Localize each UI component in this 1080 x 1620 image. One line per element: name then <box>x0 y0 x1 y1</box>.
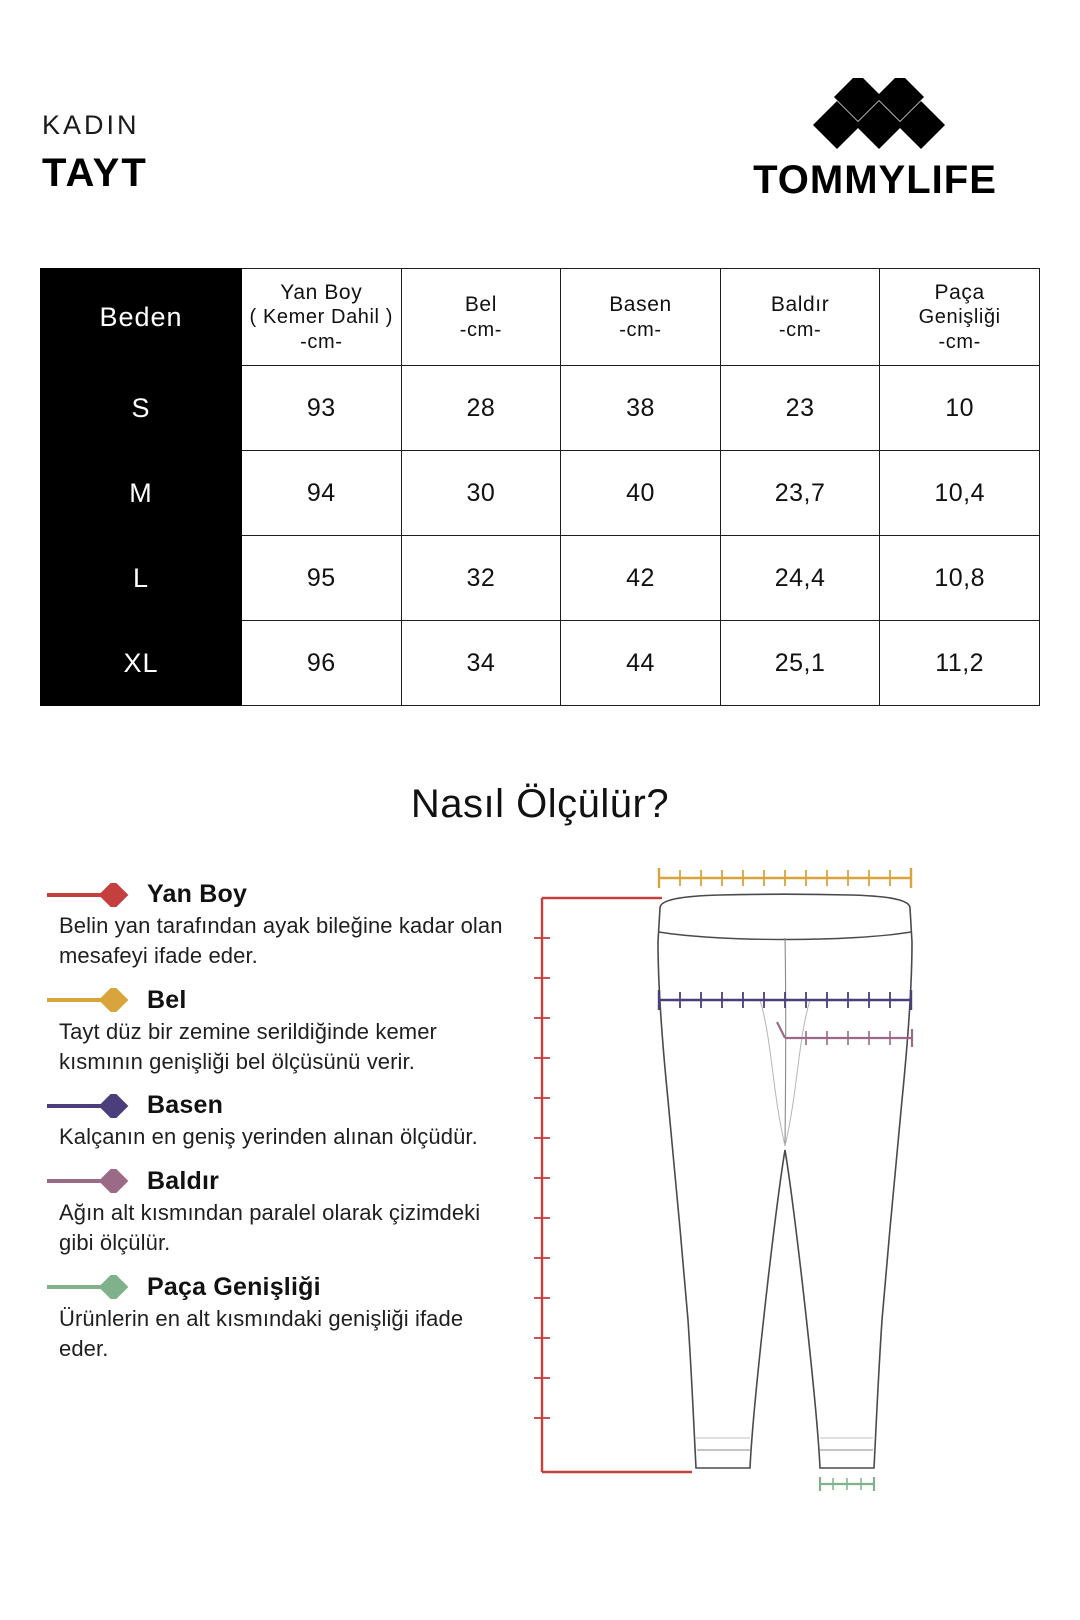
cell-basen: 44 <box>561 621 721 706</box>
cell-basen: 40 <box>561 451 721 536</box>
leggings-technical-drawing <box>520 850 1060 1520</box>
column-header-basen-unit: -cm- <box>619 318 662 341</box>
table-header-row <box>41 269 1040 366</box>
diamond-arrow-marker-icon <box>45 1169 133 1193</box>
cell-baldir: 25,1 <box>720 621 880 706</box>
cell-yan-boy: 96 <box>242 621 402 706</box>
column-header-baldir-title: Baldır <box>770 293 830 316</box>
cell-paca: 10,4 <box>880 451 1040 536</box>
legend-desc-bel: Tayt düz bir zemine serildiğinde kemer kısmının genişliği bel ölçüsünü verir. <box>59 1018 437 1075</box>
legend-item-yan-boy <box>45 880 515 972</box>
cell-size: XL <box>41 621 242 706</box>
cell-bel: 30 <box>401 451 561 536</box>
legend-label-yan-boy: Yan Boy <box>147 880 248 908</box>
cell-yan-boy: 95 <box>242 536 402 621</box>
cell-basen: 38 <box>561 366 721 451</box>
column-header-paca-title: Paça <box>934 280 985 304</box>
page-title: TAYT <box>42 151 148 195</box>
diamond-arrow-marker-icon <box>45 988 133 1012</box>
cell-basen: 42 <box>561 536 721 621</box>
legend-desc-baldir: Ağın alt kısmından paralel olarak çizimdeki gibi ölçülür. <box>59 1199 481 1256</box>
column-header-bel-unit: -cm- <box>459 318 503 341</box>
cell-baldir: 24,4 <box>720 536 880 621</box>
legend-label-baldir: Baldır <box>147 1166 220 1195</box>
paca-line <box>820 1477 874 1491</box>
column-header-yan-boy <box>242 269 402 366</box>
cell-baldir: 23 <box>720 366 880 451</box>
size-chart-table <box>40 268 1040 706</box>
cell-bel: 32 <box>401 536 561 621</box>
legend-desc-yan-boy: Belin yan tarafından ayak bileğine kadar olan mesafeyi ifade eder. <box>59 913 503 969</box>
cell-size: L <box>41 536 242 621</box>
table-row <box>41 621 1040 706</box>
column-header-baldir-unit: -cm- <box>778 318 822 341</box>
brand-block <box>710 78 1040 200</box>
diamond-arrow-marker-icon <box>45 1275 133 1299</box>
cell-paca: 11,2 <box>880 621 1040 706</box>
cell-size: M <box>41 451 242 536</box>
four-diamonds-logo-icon <box>710 78 1040 150</box>
diamond-arrow-marker-icon <box>45 1094 133 1118</box>
cell-baldir: 23,7 <box>720 451 880 536</box>
cell-paca: 10 <box>880 366 1040 451</box>
legend-item-baldir <box>45 1167 515 1259</box>
legend-label-basen: Basen <box>147 1091 224 1120</box>
brand-name: TOMMYLIFE <box>753 158 997 202</box>
cell-paca: 10,8 <box>880 536 1040 621</box>
legend-desc-basen: Kalçanın en geniş yerinden alınan ölçüdür. <box>59 1124 478 1150</box>
column-header-paca-unit: -cm- <box>938 330 981 353</box>
column-header-yan-boy-title: Yan Boy <box>280 280 363 304</box>
cell-size: S <box>41 366 242 451</box>
diamond-arrow-marker-icon <box>45 883 133 907</box>
page-header <box>0 0 1080 250</box>
column-header-paca-sub: Genişliği <box>918 306 1001 329</box>
column-header-beden: Beden <box>41 269 242 366</box>
legend-desc-paca-genisligi: Ürünlerin en alt kısmındaki genişliği ifade eder. <box>59 1305 464 1361</box>
cell-bel: 34 <box>401 621 561 706</box>
column-header-basen <box>561 269 721 366</box>
column-header-paca <box>880 269 1040 366</box>
column-header-basen-title: Basen <box>609 293 672 316</box>
table-row <box>41 366 1040 451</box>
table-row <box>41 451 1040 536</box>
legend-item-paca-genisligi <box>45 1273 515 1365</box>
legend-label-bel: Bel <box>147 985 187 1014</box>
bel-line <box>659 868 911 888</box>
column-header-yan-boy-unit: -cm- <box>300 330 343 353</box>
table-row <box>41 536 1040 621</box>
legend-item-bel <box>45 986 515 1078</box>
column-header-baldir <box>720 269 880 366</box>
legend-item-basen <box>45 1091 515 1152</box>
cell-yan-boy: 93 <box>242 366 402 451</box>
howto-title: Nasıl Ölçülür? <box>410 782 670 826</box>
product-title-block <box>42 112 148 193</box>
column-header-bel-title: Bel <box>464 293 497 316</box>
cell-yan-boy: 94 <box>242 451 402 536</box>
category-label: KADIN <box>42 110 140 140</box>
measurement-legend <box>45 880 515 1378</box>
column-header-yan-boy-sub: ( Kemer Dahil ) <box>249 306 394 329</box>
cell-bel: 28 <box>401 366 561 451</box>
legend-label-paca-genisligi: Paça Genişliği <box>147 1272 321 1301</box>
column-header-bel <box>401 269 561 366</box>
